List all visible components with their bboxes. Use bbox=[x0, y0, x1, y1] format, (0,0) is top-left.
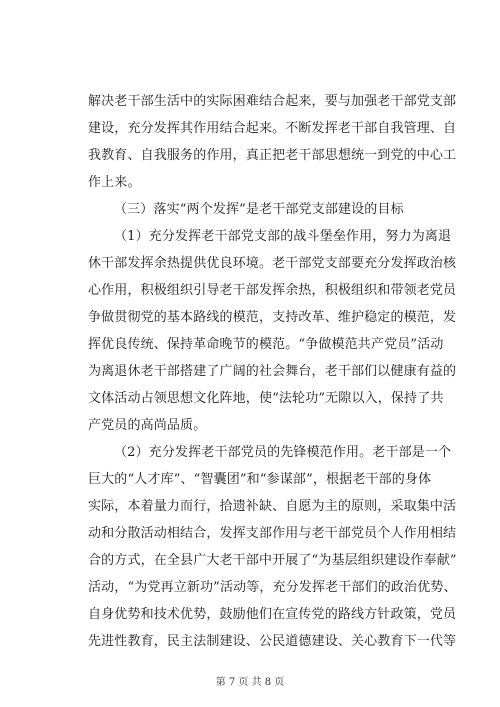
text-line: 挥优良传统、保持革命晚节的模范。“争做模范共产党员”活动 bbox=[88, 337, 444, 352]
text-line: 心作用，积极组织引导老干部发挥余热，积极组织和带领老党员 bbox=[88, 283, 457, 298]
text-line: 动和分散活动相结合，发挥支部作用与老干部党员个人作用相结 bbox=[88, 526, 457, 541]
text-line: 合的方式，在全县广大老干部中开展了“为基层组织建设作奉献” bbox=[88, 553, 457, 568]
text-line: 建设，充分发挥其作用结合起来。不断发挥老干部自我管理、自 bbox=[88, 121, 457, 136]
paragraph-4 bbox=[88, 439, 457, 655]
page-number: 第 7 页 共 8 页 bbox=[215, 677, 285, 688]
text-line: 自身优势和技术优势，鼓励他们在宣传党的路线方针政策，党员 bbox=[88, 607, 457, 622]
section-heading bbox=[88, 196, 413, 223]
text-line: 休干部发挥余热提供优良环境。老干部党支部要充分发挥政治核 bbox=[88, 256, 457, 271]
paragraph-1 bbox=[88, 88, 457, 196]
text-line: 文体活动占领思想文化阵地，使“法轮功”无隙以入，保持了共 bbox=[88, 391, 444, 406]
text-line: 争做贯彻党的基本路线的模范，支持改革、维护稳定的模范，发 bbox=[88, 310, 457, 325]
text-line: 产党员的高尚品质。 bbox=[88, 418, 207, 433]
text-line: （2）充分发挥老干部党员的先锋模范作用。老干部是一个 bbox=[114, 445, 452, 460]
heading-line: （三）落实“两个发挥”是老干部党支部建设的目标 bbox=[114, 202, 404, 217]
text-line: 作上来。 bbox=[88, 175, 141, 190]
text-line: 解决老干部生活中的实际困难结合起来，要与加强老干部党支部 bbox=[88, 94, 457, 109]
paragraph-3 bbox=[88, 223, 457, 439]
text-line: （1）充分发挥老干部党支部的战斗堡垒作用，努力为离退 bbox=[114, 229, 452, 244]
page-footer bbox=[0, 673, 500, 688]
text-line: 先进性教育，民主法制建设、公民道德建设、关心教育下一代等 bbox=[88, 634, 457, 649]
document-body bbox=[88, 88, 457, 655]
text-line: 活动，“为党再立新功”活动等，充分发挥老干部们的政治优势、 bbox=[88, 580, 457, 595]
text-line: 巨大的“人才库”、“智囊团”和“参谋部”，根据老干部的身体 bbox=[88, 472, 432, 487]
text-line: 实际，本着量力而行，拾遗补缺、自愿为主的原则，采取集中活 bbox=[88, 499, 457, 514]
text-line: 为离退休老干部搭建了广阔的社会舞台，老干部们以健康有益的 bbox=[88, 364, 457, 379]
text-line: 我教育、自我服务的作用，真正把老干部思想统一到党的中心工 bbox=[88, 148, 457, 163]
